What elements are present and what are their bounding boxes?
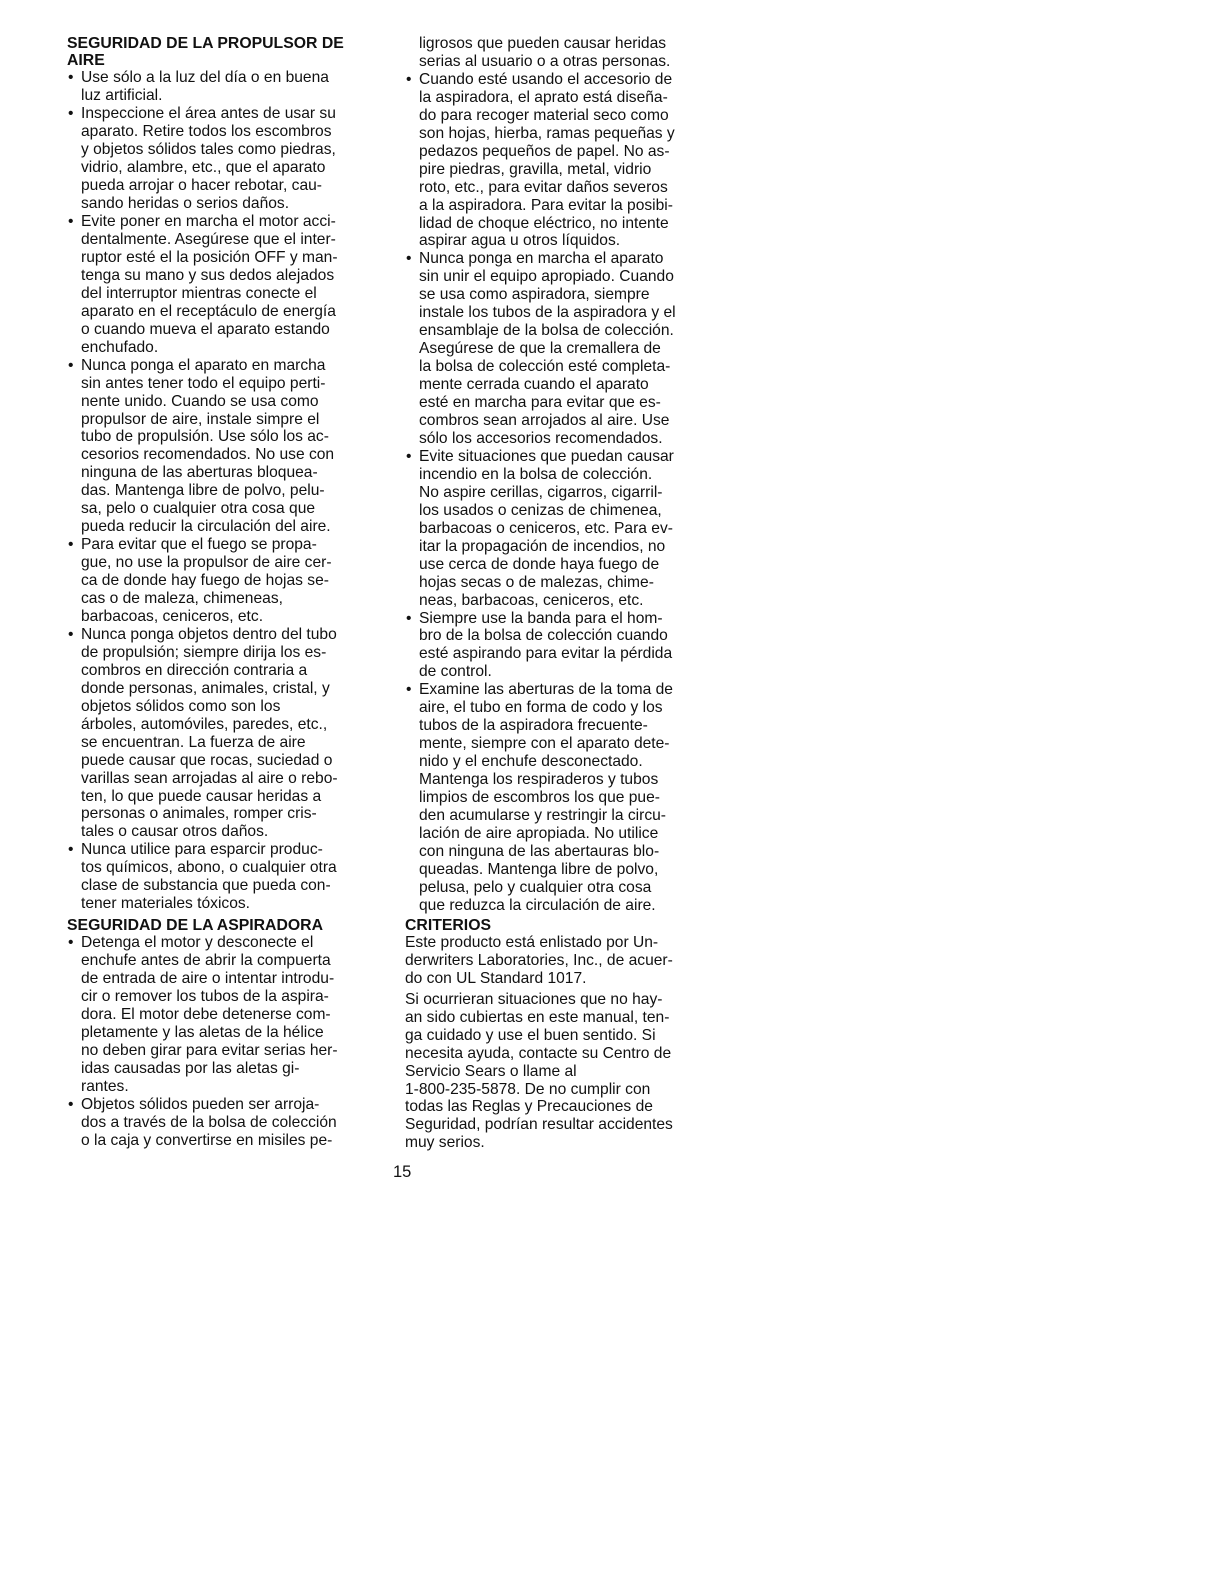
text-line: sando heridas o serios daños.	[81, 195, 290, 213]
text-line: lidad de choque eléctrico, no intente	[419, 214, 669, 232]
text-line: todas las Reglas y Precauciones de	[405, 1098, 653, 1116]
heading-line: AIRE	[67, 52, 105, 70]
bullet-item	[67, 536, 385, 626]
text-line: serias al usuario o a otras personas.	[419, 52, 671, 70]
text-line: neas, barbacoas, ceniceros, etc.	[419, 591, 644, 609]
text-line: Detenga el motor y desconecte el	[81, 934, 314, 952]
text-line: Evite poner en marcha el motor acci-	[81, 213, 336, 231]
text-line: combros sean arrojados al aire. Use	[419, 412, 670, 430]
bullet-list-aspiradora	[67, 934, 385, 1149]
text-line: con ninguna de las abertauras blo-	[419, 842, 660, 860]
text-line: son hojas, hierba, ramas pequeñas y	[419, 124, 675, 142]
text-line: idas causadas por las aletas gi-	[81, 1060, 300, 1078]
bullet-item	[67, 1096, 385, 1150]
heading-line: SEGURIDAD DE LA ASPIRADORA	[67, 917, 323, 935]
bullet-list-right	[405, 71, 725, 915]
text-line: de control.	[419, 663, 492, 681]
paragraph	[405, 934, 725, 988]
bullet-dot-icon: •	[406, 609, 412, 627]
text-line: y objetos sólidos tales como piedras,	[81, 141, 336, 159]
text-line: dora. El motor debe detenerse com-	[81, 1006, 331, 1024]
text-line: das. Mantenga libre de polvo, pelu-	[81, 482, 325, 500]
text-line: 1-800-235-5878. De no cumplir con	[405, 1080, 651, 1098]
bullet-dot-icon: •	[68, 934, 74, 952]
bullet-item	[67, 357, 385, 537]
text-line: aparato en el receptáculo de energía	[81, 302, 336, 320]
text-line: cir o remover los tubos de la aspira-	[81, 988, 329, 1006]
text-line: ten, lo que puede causar heridas a	[81, 787, 322, 805]
text-line: muy serios.	[405, 1134, 485, 1152]
bullet-dot-icon: •	[406, 70, 412, 88]
text-line: Asegúrese de que la cremallera de	[419, 340, 661, 358]
text-line: nido y el enchufe desconectado.	[419, 753, 643, 771]
text-line: gue, no use la propulsor de aire cer-	[81, 554, 332, 572]
text-line: ensamblaje de la bolsa de colección.	[419, 322, 674, 340]
text-line: puede causar que rocas, suciedad o	[81, 751, 333, 769]
text-line: pelusa, pelo y cualquier otra cosa	[419, 878, 652, 896]
text-line: cesorios recomendados. No use con	[81, 446, 335, 464]
text-line: instale los tubos de la aspiradora y el	[419, 304, 676, 322]
text-line: Mantenga los respiraderos y tubos	[419, 771, 659, 789]
text-line: Si ocurrieran situaciones que no hay-	[405, 990, 663, 1008]
text-line: se usa como aspiradora, siempre	[419, 286, 650, 304]
text-line: enchufado.	[81, 338, 159, 356]
continuation-text	[405, 35, 725, 71]
text-line: mente, siempre con el aparato dete-	[419, 735, 670, 753]
text-line: hojas secas o de malezas, chime-	[419, 573, 654, 591]
bullet-item	[405, 448, 725, 610]
text-line: Nunca ponga objetos dentro del tubo	[81, 625, 337, 643]
bullet-item	[67, 934, 385, 1096]
bullet-dot-icon: •	[68, 105, 74, 123]
text-line: aparato. Retire todos los escombros	[81, 123, 332, 141]
text-line: sa, pelo o cualquier otra cosa que	[81, 500, 316, 518]
text-line: la aspiradora, el aprato está diseña-	[419, 88, 668, 106]
text-line: bro de la bolsa de colección cuando	[419, 627, 668, 645]
text-line: Cuando esté usando el accesorio de	[419, 70, 673, 88]
text-line: tubos de la aspiradora frecuente-	[419, 717, 648, 735]
text-line: Nunca utilice para esparcir produc-	[81, 841, 323, 859]
text-line: necesita ayuda, contacte su Centro de	[405, 1044, 672, 1062]
text-line: aire, el tubo en forma de codo y los	[419, 699, 663, 717]
left-column	[67, 35, 385, 1150]
bullet-dot-icon: •	[406, 447, 412, 465]
text-line: incendio en la bolsa de colección.	[419, 465, 653, 483]
text-line: tales o causar otros daños.	[81, 823, 269, 841]
text-line: barbacoas, ceniceros, etc.	[81, 608, 264, 625]
bullet-item	[67, 105, 385, 213]
text-line: pire piedras, gravilla, metal, vidrio	[419, 160, 652, 178]
text-line: los usados o cenizas de chimenea,	[419, 501, 662, 519]
text-line: barbacoas o ceniceros, etc. Para ev-	[419, 519, 673, 537]
text-line: dos a través de la bolsa de colección	[81, 1113, 337, 1131]
text-line: enchufe antes de abrir la compuerta	[81, 952, 331, 970]
bullet-dot-icon: •	[68, 1095, 74, 1113]
text-line: Examine las aberturas de la toma de	[419, 681, 673, 699]
text-line: sólo los accesorios recomendados.	[419, 429, 663, 447]
text-line: Este producto está enlistado por Un-	[405, 933, 659, 951]
bullet-item	[67, 69, 385, 105]
text-line: Nunca ponga el aparato en marcha	[81, 356, 326, 374]
text-line: tenga su mano y sus dedos alejados	[81, 266, 335, 284]
text-line: o cuando mueva el aparato estando	[81, 320, 330, 338]
bullet-dot-icon: •	[406, 681, 412, 699]
bullet-item	[405, 610, 725, 682]
text-line: donde personas, animales, cristal, y	[81, 679, 330, 697]
text-line: combros en dirección contraria a	[81, 661, 308, 679]
text-line: Siempre use la banda para el hom-	[419, 609, 663, 627]
text-line: nente unido. Cuando se usa como	[81, 392, 319, 410]
text-line: ligrosos que pueden causar heridas	[419, 35, 667, 52]
text-line: no deben girar para evitar serias her-	[81, 1042, 338, 1060]
text-line: tos químicos, abono, o cualquier otra	[81, 859, 337, 877]
bullet-list-propulsor	[67, 69, 385, 913]
text-line: roto, etc., para evitar daños severos	[419, 178, 668, 196]
text-line: clase de substancia que pueda con-	[81, 877, 331, 895]
text-line: do con UL Standard 1017.	[405, 969, 587, 987]
text-line: o la caja y convertirse en misiles pe-	[81, 1131, 333, 1149]
text-line: aspirar agua u otros líquidos.	[419, 232, 621, 250]
text-line: árboles, automóviles, paredes, etc.,	[81, 715, 328, 733]
bullet-dot-icon: •	[406, 250, 412, 268]
text-line: pedazos pequeños de papel. No as-	[419, 142, 670, 160]
text-line: queadas. Mantenga libre de polvo,	[419, 860, 659, 878]
text-line: de entrada de aire o intentar introdu-	[81, 970, 335, 988]
right-column	[405, 35, 725, 1152]
text-line: Para evitar que el fuego se propa-	[81, 536, 317, 554]
bullet-item	[405, 681, 725, 914]
text-line: varillas sean arrojadas al aire o rebo-	[81, 769, 338, 787]
paragraph	[405, 991, 725, 1153]
bullet-dot-icon: •	[68, 536, 74, 554]
text-line: Nunca ponga en marcha el aparato	[419, 250, 664, 268]
text-line: sin antes tener todo el equipo perti-	[81, 374, 326, 392]
text-line: ga cuidado y use el buen sentido. Si	[405, 1026, 656, 1044]
page-number: 15	[393, 1163, 412, 1181]
text-line: ca de donde hay fuego de hojas se-	[81, 572, 329, 590]
bullet-item	[67, 626, 385, 841]
text-line: sin unir el equipo apropiado. Cuando	[419, 268, 674, 286]
text-line: Evite situaciones que puedan causar	[419, 447, 674, 465]
criterios-paragraphs	[405, 934, 725, 1152]
text-line: pueda arrojar o hacer rebotar, cau-	[81, 177, 322, 195]
text-line: limpios de escombros los que pue-	[419, 789, 660, 807]
text-line: tener materiales tóxicos.	[81, 895, 251, 913]
bullet-item	[67, 841, 385, 913]
text-line: Use sólo a la luz del día o en buena	[81, 69, 329, 87]
bullet-item	[405, 250, 725, 447]
bullet-dot-icon: •	[68, 213, 74, 231]
text-line: objetos sólidos como son los	[81, 697, 281, 715]
text-line: an sido cubiertas en este manual, ten-	[405, 1008, 670, 1026]
text-line: derwriters Laboratories, Inc., de acuer-	[405, 951, 673, 969]
text-line: personas o animales, romper cris-	[81, 805, 317, 823]
criterios-heading: CRITERIOS	[405, 916, 492, 934]
text-line: dentalmente. Asegúrese que el inter-	[81, 230, 336, 248]
text-line: cas o de maleza, chimeneas,	[81, 590, 283, 608]
text-line: Inspeccione el área antes de usar su	[81, 105, 336, 123]
text-line: rantes.	[81, 1078, 129, 1096]
text-line: la bolsa de colección esté completa-	[419, 358, 671, 376]
text-line: Seguridad, podrían resultar accidentes	[405, 1116, 673, 1134]
text-line: propulsor de aire, instale simpre el	[81, 410, 320, 428]
text-line: esté en marcha para evitar que es-	[419, 394, 661, 412]
text-line: a la aspiradora. Para evitar la posibi-	[419, 196, 673, 214]
text-line: ruptor esté el la posición OFF y man-	[81, 248, 338, 266]
bullet-dot-icon: •	[68, 356, 74, 374]
section-heading-propulsor	[67, 35, 385, 69]
bullet-item	[67, 213, 385, 357]
text-line: itar la propagación de incendios, no	[419, 537, 666, 555]
bullet-item	[405, 71, 725, 251]
text-line: vidrio, alambre, etc., que el aparato	[81, 159, 326, 177]
text-line: pletamente y las aletas de la hélice	[81, 1024, 324, 1042]
text-line: den acumularse y restringir la circu-	[419, 806, 666, 824]
bullet-dot-icon: •	[68, 841, 74, 859]
bullet-dot-icon: •	[68, 69, 74, 87]
text-line: que reduzca la circulación de aire.	[419, 896, 656, 914]
text-line: tubo de propulsión. Use sólo los ac-	[81, 428, 329, 446]
text-line: use cerca de donde haya fuego de	[419, 555, 660, 573]
text-line: mente cerrada cuando el aparato	[419, 376, 649, 394]
section-heading-aspiradora	[67, 917, 385, 934]
text-line: do para recoger material seco como	[419, 106, 669, 124]
text-line: ninguna de las aberturas bloquea-	[81, 464, 318, 482]
bullet-dot-icon: •	[68, 625, 74, 643]
text-line: de propulsión; siempre dirija los es-	[81, 643, 327, 661]
text-line: lación de aire apropiada. No utilice	[419, 824, 659, 842]
text-line: del interruptor mientras conecte el	[81, 284, 317, 302]
text-line: No aspire cerillas, cigarros, cigarril-	[419, 483, 663, 501]
text-line: pueda reducir la circulación del aire.	[81, 518, 331, 536]
heading-line: SEGURIDAD DE LA PROPULSOR DE	[67, 35, 344, 52]
text-line: se encuentran. La fuerza de aire	[81, 733, 306, 751]
text-line: esté aspirando para evitar la pérdida	[419, 645, 673, 663]
text-line: Servicio Sears o llame al	[405, 1062, 577, 1080]
text-line: luz artificial.	[81, 87, 163, 105]
text-line: Objetos sólidos pueden ser arroja-	[81, 1095, 320, 1113]
